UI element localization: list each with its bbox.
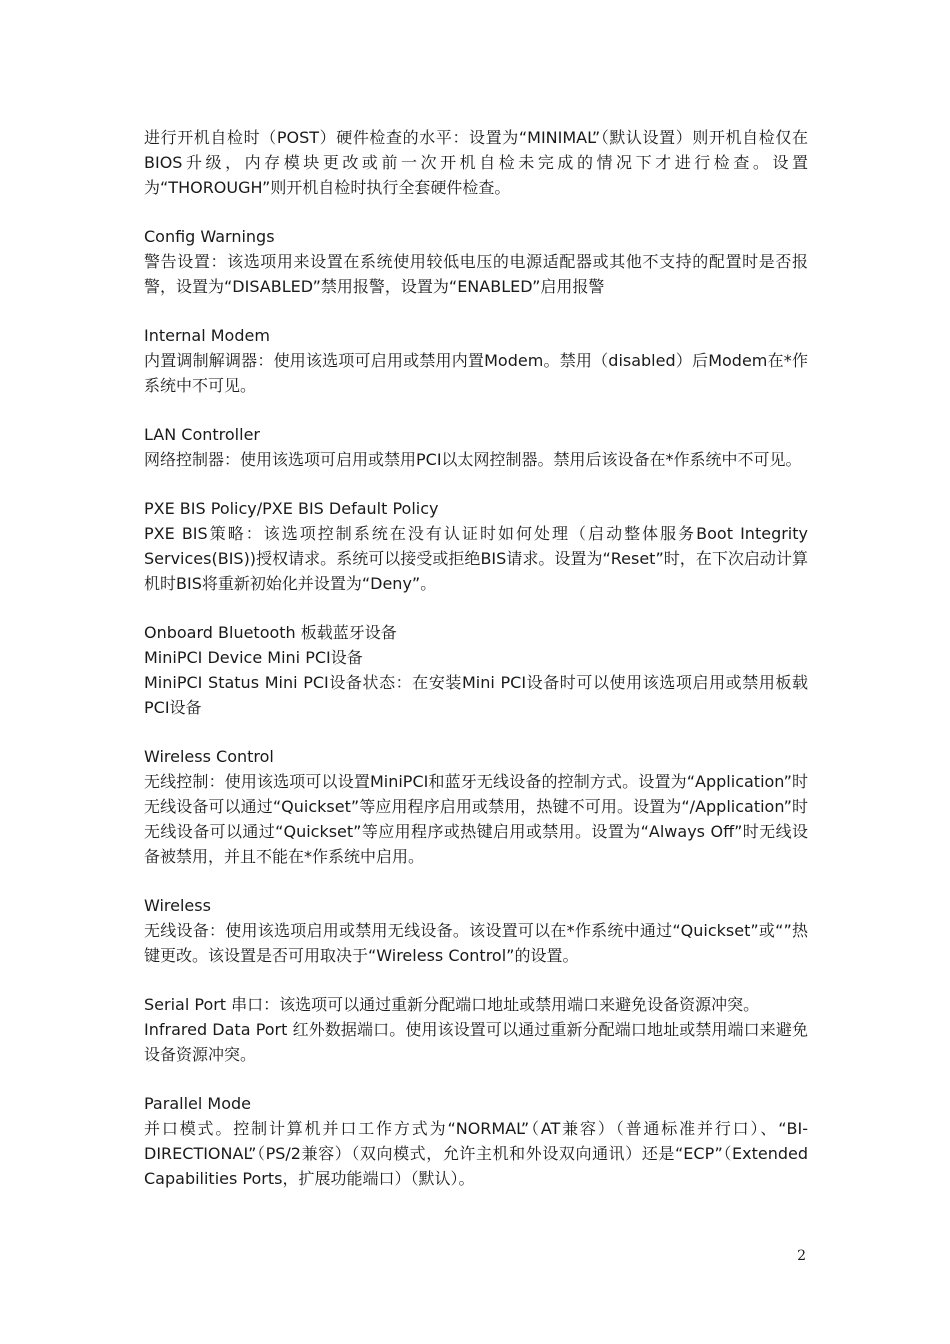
section-heading: Config Warnings	[144, 227, 275, 246]
paragraph-gap	[144, 472, 808, 496]
section-heading: Wireless Control	[144, 747, 274, 766]
section-heading: LAN Controller	[144, 425, 260, 444]
section-heading: Parallel Mode	[144, 1094, 251, 1113]
section-heading: Wireless	[144, 896, 211, 915]
paragraph: 无线设备：使用该选项启用或禁用无线设备。该设置可以在*作系统中通过“Quickset”或“”热键更改。该设置是否可用取决于“Wireless Control”的设置。	[144, 921, 808, 965]
section-pxe-bis-policy	[144, 496, 808, 596]
section-wireless	[144, 893, 808, 968]
paragraph-gap	[144, 968, 808, 992]
paragraph: 进行开机自检时（POST）硬件检查的水平：设置为“MINIMAL”（默认设置）则开机自检仅在BIOS升级，内存模块更改或前一次开机自检未完成的情况下才进行检查。设置为“THOROUGH”则开机自检时执行全套硬件检查。	[144, 128, 808, 197]
paragraph: Onboard Bluetooth 板载蓝牙设备	[144, 623, 397, 642]
section-heading: Internal Modem	[144, 326, 270, 345]
paragraph: MiniPCI Status Mini PCI设备状态：在安装Mini PCI设备时可以使用该选项启用或禁用板载PCI设备	[144, 673, 808, 717]
paragraph: 网络控制器：使用该选项可启用或禁用PCI以太网控制器。禁用后该设备在*作系统中不可见。	[144, 450, 802, 469]
section-heading: PXE BIS Policy/PXE BIS Default Policy	[144, 499, 439, 518]
section-ports	[144, 992, 808, 1067]
document-body	[144, 125, 808, 1191]
paragraph-gap	[144, 720, 808, 744]
section-wireless-control	[144, 744, 808, 869]
paragraph-gap	[144, 596, 808, 620]
section-lan-controller	[144, 422, 808, 472]
paragraph-gap	[144, 869, 808, 893]
paragraph-gap	[144, 299, 808, 323]
paragraph: Serial Port 串口：该选项可以通过重新分配端口地址或禁用端口来避免设备资源冲突。	[144, 995, 760, 1014]
paragraph: 内置调制解调器：使用该选项可启用或禁用内置Modem。禁用（disabled）后Modem在*作系统中不可见。	[144, 351, 808, 395]
section-post-level	[144, 125, 808, 200]
paragraph: PXE BIS策略：该选项控制系统在没有认证时如何处理（启动整体服务Boot Integrity Services(BIS))授权请求。系统可以接受或拒绝BIS请求。设置为“Reset”时，在下次启动计算机时BIS将重新初始化并设置为“Deny”。	[144, 524, 808, 593]
paragraph-gap	[144, 200, 808, 224]
section-onboard-devices	[144, 620, 808, 720]
paragraph: 无线控制：使用该选项可以设置MiniPCI和蓝牙无线设备的控制方式。设置为“Application”时无线设备可以通过“Quickset”等应用程序启用或禁用，热键不可用。设置为“/Application”时无线设备可以通过“Quickset”等应用程序或热键启用或禁用。设置为“Always Off”时无线设备被禁用，并且不能在*作系统中启用。	[144, 772, 808, 866]
paragraph: 警告设置：该选项用来设置在系统使用较低电压的电源适配器或其他不支持的配置时是否报警，设置为“DISABLED”禁用报警，设置为“ENABLED”启用报警	[144, 252, 808, 296]
section-parallel-mode	[144, 1091, 808, 1191]
section-config-warnings	[144, 224, 808, 299]
paragraph: 并口模式。控制计算机并口工作方式为“NORMAL”（AT兼容）（普通标准并行口）、“BI-DIRECTIONAL”（PS/2兼容）（双向模式，允许主机和外设双向通讯）还是“ECP”（Extended Capabilities Ports，扩展功能端口）（默认）。	[144, 1119, 808, 1188]
paragraph: MiniPCI Device Mini PCI设备	[144, 648, 363, 667]
section-internal-modem	[144, 323, 808, 398]
paragraph-gap	[144, 1067, 808, 1091]
paragraph: Infrared Data Port 红外数据端口。使用该设置可以通过重新分配端口地址或禁用端口来避免设备资源冲突。	[144, 1020, 808, 1064]
page-number: 2	[797, 1248, 806, 1264]
paragraph-gap	[144, 398, 808, 422]
